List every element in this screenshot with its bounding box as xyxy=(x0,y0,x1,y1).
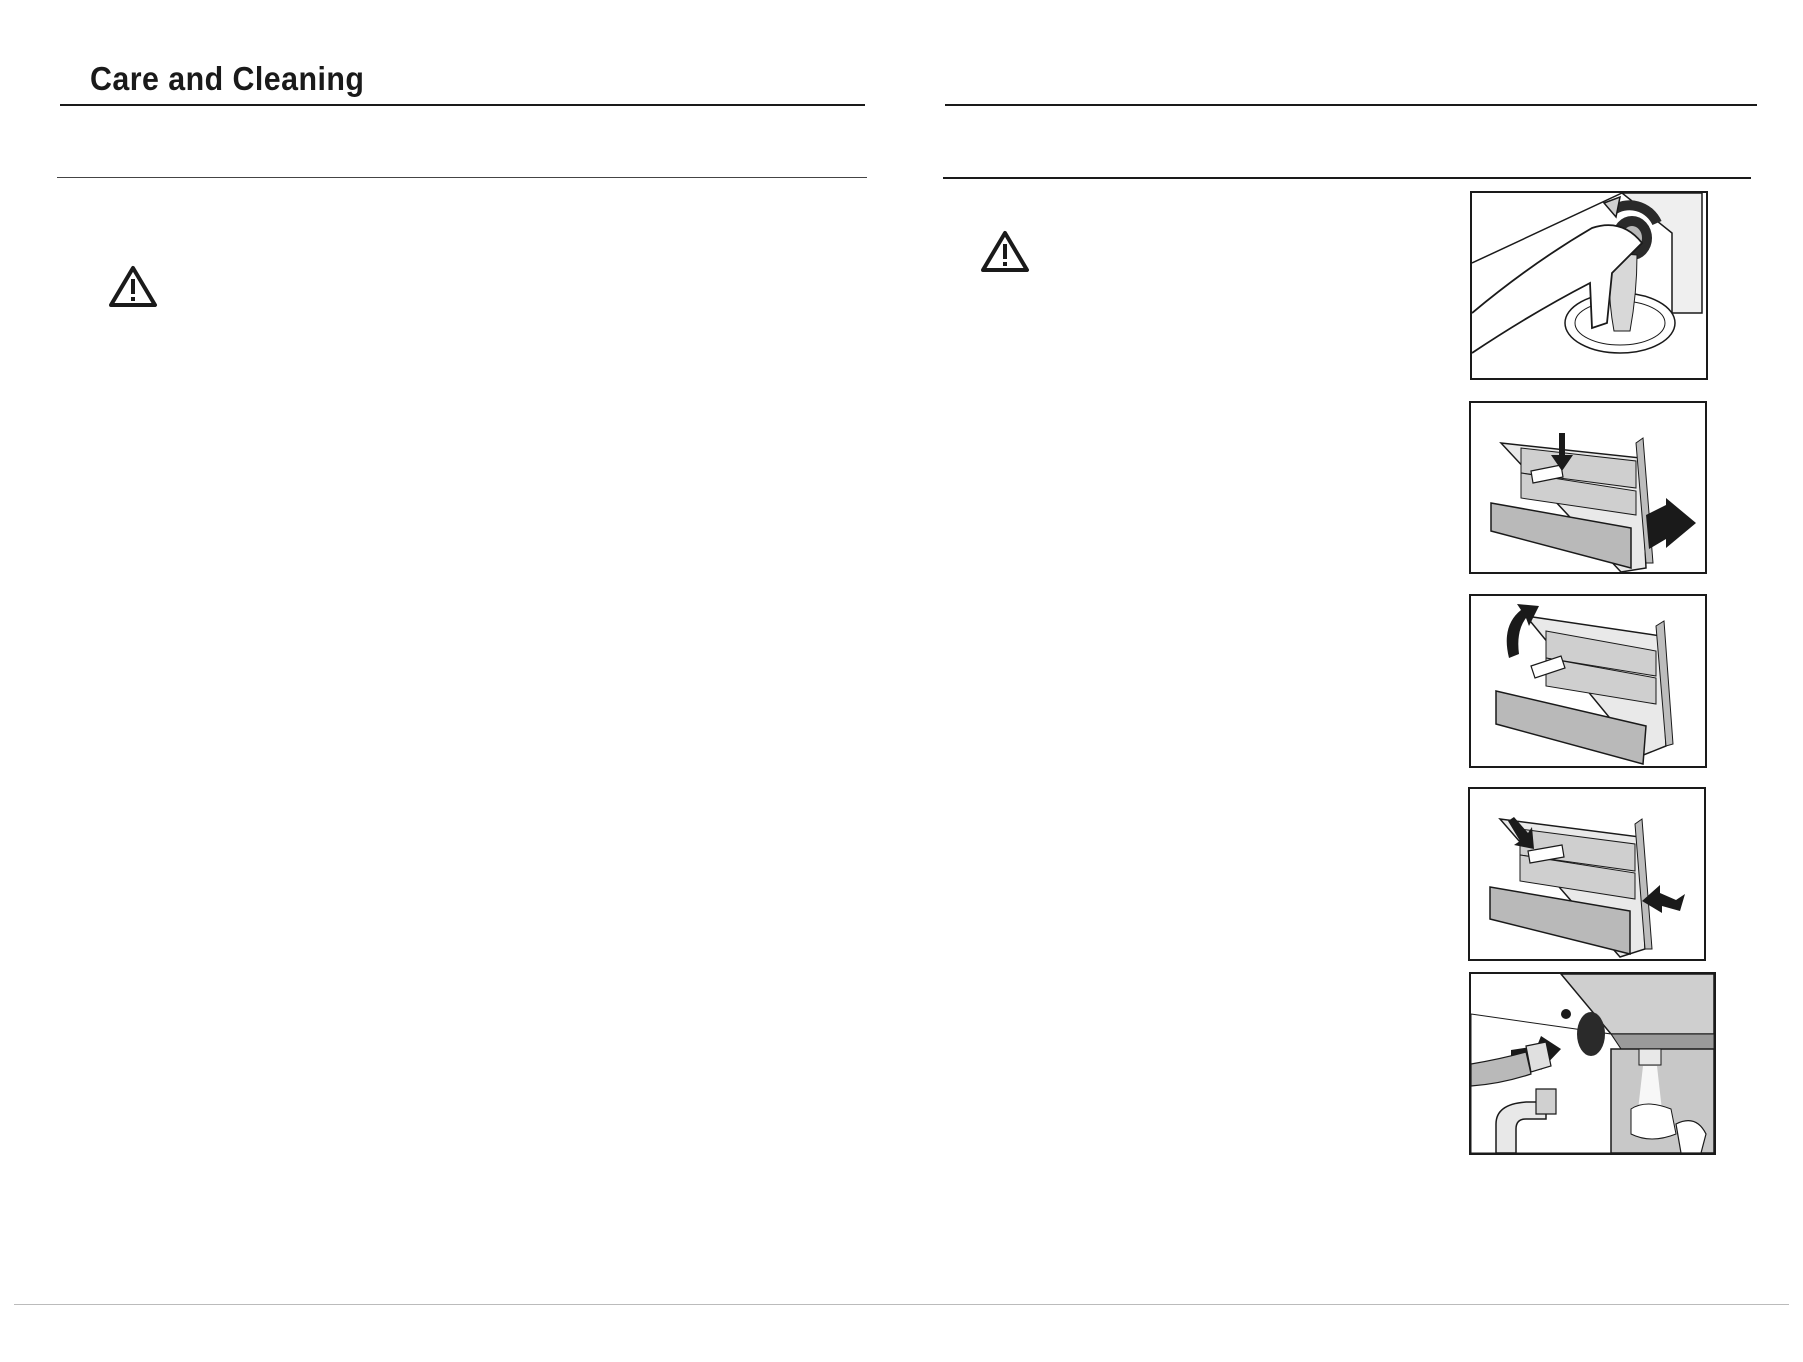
page-title: Care and Cleaning xyxy=(90,60,365,97)
warning-triangle-icon xyxy=(980,229,1030,278)
detergent-drawer-remove-figure xyxy=(1469,401,1707,574)
right-header-rule xyxy=(945,104,1757,106)
footer-rule xyxy=(14,1304,1789,1305)
left-header-rule xyxy=(60,104,865,106)
inlet-hose-filter-figure xyxy=(1469,972,1716,1155)
left-subheader-rule xyxy=(57,177,867,178)
right-subheader-rule xyxy=(943,177,1751,179)
detergent-drawer-reinsert-figure xyxy=(1468,787,1706,961)
drain-pump-filter-figure xyxy=(1470,191,1708,380)
detergent-drawer-lift-insert-figure xyxy=(1469,594,1707,768)
warning-triangle-icon xyxy=(108,264,158,313)
